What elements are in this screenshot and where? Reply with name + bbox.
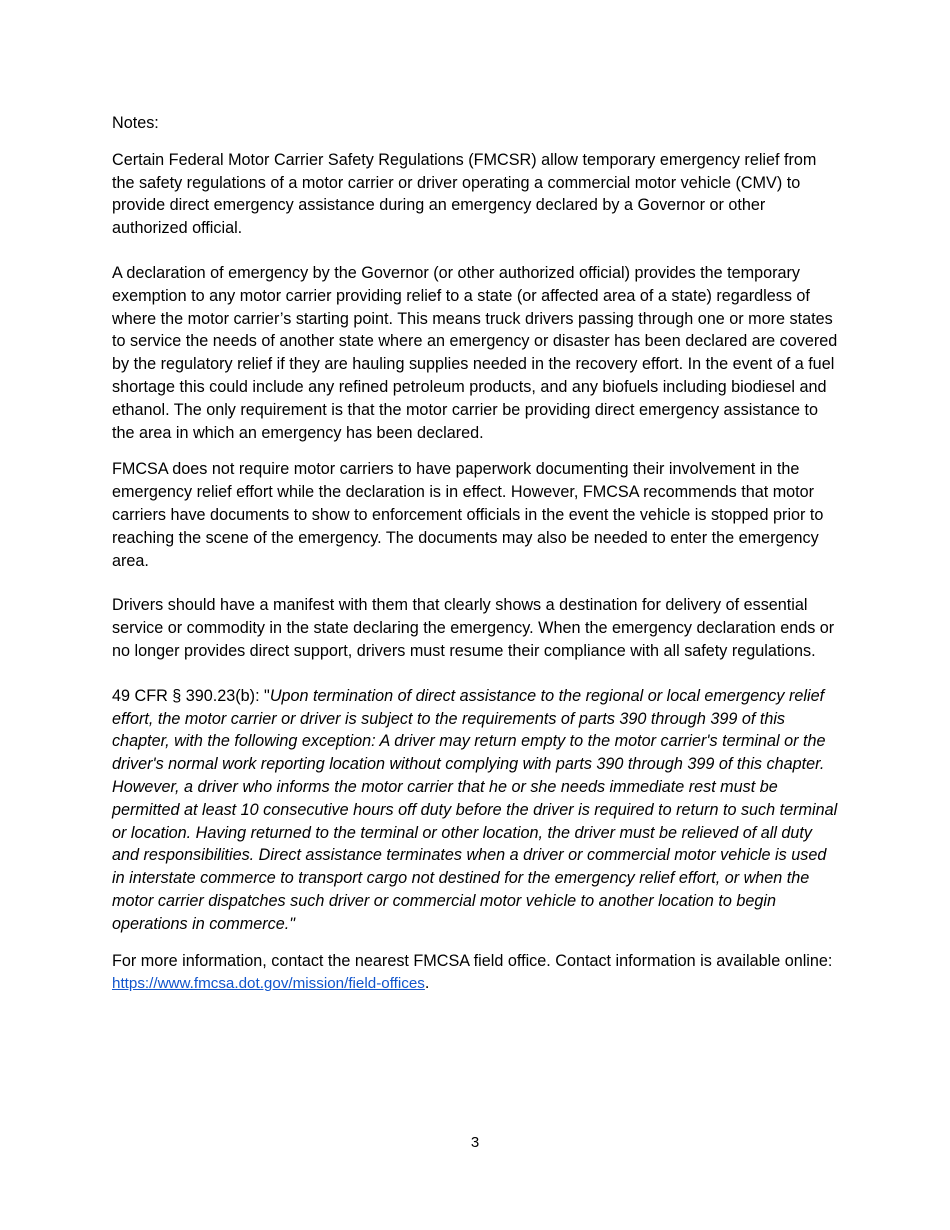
field-offices-link[interactable]: https://www.fmcsa.dot.gov/mission/field-offices — [112, 975, 425, 993]
notes-heading: Notes: — [112, 114, 159, 132]
paragraph-paperwork: FMCSA does not require motor carriers to have paperwork documenting their involvement in the emergency relief effort while the declaration is in effect. However, FMCSA recommends that motor carriers have documents to show to enforcement officials in the event the vehicle is stopped prior to reaching the scene of the emergency. The documents may also be needed to enter the emergency area. — [112, 460, 824, 570]
contact-info-period: . — [424, 974, 430, 993]
paragraph-contact-info — [112, 950, 838, 997]
cfr-citation-quote: Upon termination of direct assistance to the regional or local emergency relief effort, the motor carrier or driver is subject to the requirements of parts 390 through 399 of this chapter, with the following exception: A driver may return empty to the motor carrier's terminal or the driver's normal work reporting location without complying with parts 390 through 399 of this chapter. However, a driver who informs the motor carrier that he or she needs immediate rest must be permitted at least 10 consecutive hours off duty before the driver is required to return to such terminal or location. Having returned to the terminal or other location, the driver must be relieved of all duty and responsibilities. Direct assistance terminates when a driver or commercial motor vehicle is used in interstate commerce to transport cargo not destined for the emergency relief effort, or when the motor carrier dispatches such driver or commercial motor vehicle to another location to begin operations in commerce." — [112, 686, 838, 933]
paragraph-fmcsr-relief: Certain Federal Motor Carrier Safety Regulations (FMCSR) allow temporary emergency relief from the safety regulations of a motor carrier or driver operating a commercial motor vehicle (CMV) to provide direct emergency assistance during an emergency declared by a Governor or other authorized official. — [112, 150, 817, 238]
document-body — [112, 112, 838, 996]
page-number: 3 — [470, 1134, 480, 1151]
paragraph-governor-declaration: A declaration of emergency by the Governor (or other authorized official) provides the temporary exemption to any motor carrier providing relief to a state (or affected area of a state) regardless of where the motor carrier’s starting point. This means truck drivers passing through one or more states to service the needs of another state where an emergency or disaster has been declared are covered by the regulatory relief if they are hauling supplies needed in the recovery effort. In the event of a fuel shortage this could include any refined petroleum products, and any biofuels including biodiesel and ethanol. The only requirement is that the motor carrier be providing direct emergency assistance to the area in which an emergency has been declared. — [112, 263, 838, 442]
paragraph-cfr-citation — [112, 685, 838, 936]
paragraph-manifest: Drivers should have a manifest with them that clearly shows a destination for delivery of essential service or commodity in the state declaring the emergency. When the emergency declaration ends or no longer provides direct support, drivers must resume their compliance with all safety regulations. — [112, 596, 835, 660]
contact-info-text: For more information, contact the nearest FMCSA field office. Contact information is available online: — [112, 951, 833, 970]
cfr-citation-prefix: 49 CFR § 390.23(b): " — [112, 686, 270, 705]
